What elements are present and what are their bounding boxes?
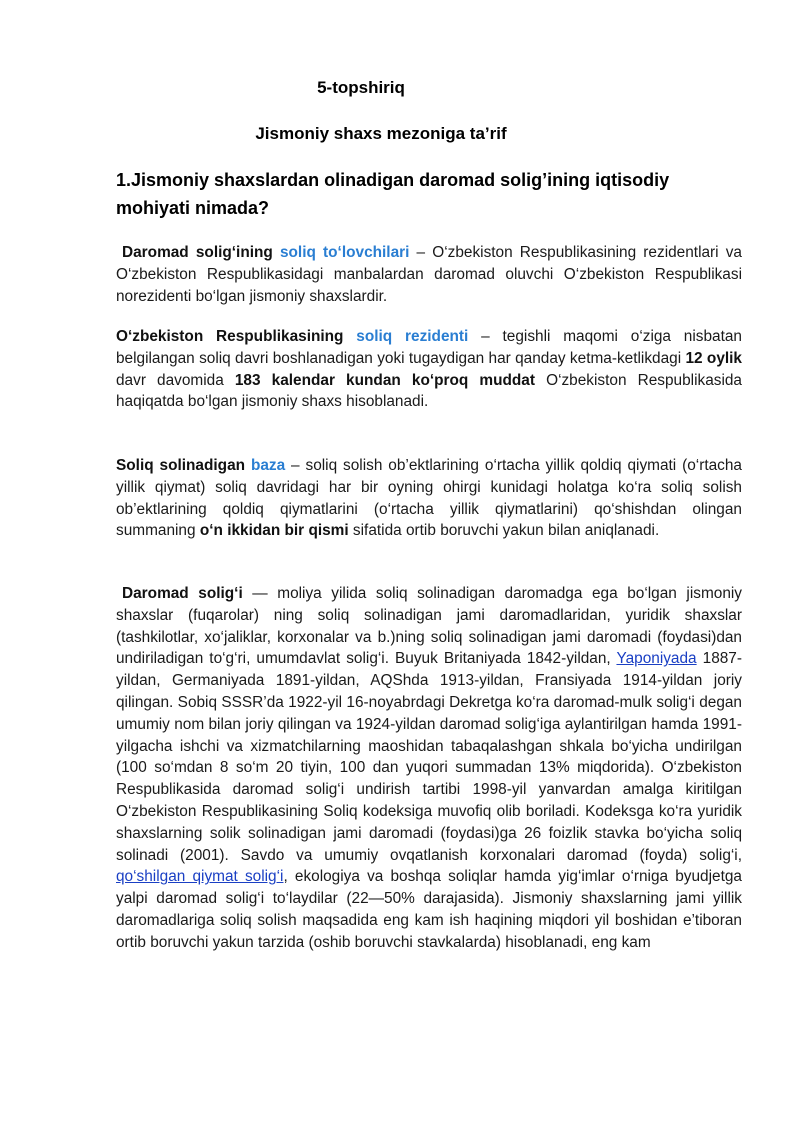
p2-text-2: davr davomida: [116, 371, 235, 389]
p1-term: soliq to‘lovchilari: [279, 244, 410, 261]
page-title: 5-topshiriq: [317, 78, 405, 97]
p4-text-2: 1887-yildan, Germaniyada 1891-yildan, AQShda 1913-yildan, Fransiyada 1914-yildan joriy qilingan. Sobiq SSSR’da 1922-yil 16-noyabrdagi Dekretga ko‘ra daromad-mulk solig‘i degan umumiy nom bilan joriy qilingan va 1924-yildan daromad solig‘iga aylantirilgan hamda 1991-yilgacha ishchi va xizmatchilarning maoshidan tabaqalashgan shkala bo‘yicha undirilgan (100 so‘mdan 8 so‘m 20 tiyin, 100 dan yuqori summadan 13% miqdorida). O‘zbekiston Respublikasida daromad solig‘i undirish tartibi 1998-yil yanvardan amalga kiritilgan O‘zbekiston Respublikasining Soliq kodeksiga muvofiq olib boriladi. Kodeksga ko‘ra yuridik shaxslarning solik solinadigan jami daromadi (foydasi)ga 26 foizlik stavka bo‘yicha soliq solinadi (2001). Savdo va umumiy ovqatlanish korxonalari daromad (foyda) solig‘i,: [116, 650, 742, 864]
paragraph-income-tax: [116, 583, 742, 954]
p1-text: – O‘zbekiston Respublikasining rezidentlari va O‘zbekiston Respublikasidagi manbalardan daromad oluvchi O‘zbekiston Respublikasi norezidenti bo‘lgan jismoniy shaxslardir.: [116, 244, 742, 305]
p1-lead: Daromad solig‘ining: [122, 244, 273, 261]
link-vat[interactable]: qo‘shilgan qiymat solig‘i: [116, 868, 284, 886]
p3-text-1: – soliq solish ob’ektlarining o‘rtacha yillik qoldiq qiymati (o‘rtacha yillik qiymat) soliq davridagi har bir oyning ohirgi kunidagi holatga ko‘ra soliq solish ob’ektlarining qoldiq qiymatlarini (o‘rtacha yillik qiymatlarini) qo‘shishdan olingan summaning: [116, 457, 742, 540]
p4-lead: Daromad solig‘i: [122, 585, 243, 602]
p2-term: soliq rezidenti: [356, 328, 469, 345]
page-subtitle: Jismoniy shaxs mezoniga ta’rif: [255, 124, 507, 143]
p3-lead: Soliq solinadigan: [116, 457, 246, 474]
p3-text-2: sifatida ortib boruvchi yakun bilan aniqlanadi.: [348, 522, 660, 540]
p2-lead: O‘zbekiston Respublikasining: [116, 328, 344, 345]
p4-text-3: , ekologiya va boshqa soliqlar hamda yig‘imlar o‘rniga byudjetga yalpi daromad solig‘i to‘laydilar (22—50% darajasida). Jismoniy shaxslarning jami yillik daromadlariga soliq solish maqsadida eng kam ish haqining miqdori yil boshidan e’tiboran ortib boruvchi yakun tarzida (oshib boruvchi stavkalarda) hisoblanadi, eng kam: [116, 868, 742, 951]
p3-bold-1: o‘n ikkidan bir qismi: [199, 522, 349, 540]
link-yaponiyada[interactable]: Yaponiyada: [616, 650, 697, 668]
p2-bold-1: 12 oylik: [685, 349, 742, 367]
question-heading: 1.Jismoniy shaxslardan olinadigan daromad solig’ining iqtisodiy mohiyati nimada?: [116, 170, 670, 218]
paragraph-tax-resident: [116, 326, 742, 413]
p2-text-3: O‘zbekiston Respublikasida haqiqatda bo‘lgan jismoniy shaxs hisoblanadi.: [116, 371, 742, 411]
paragraph-tax-base: [116, 455, 742, 542]
p2-bold-2: 183 kalendar kundan ko‘proq muddat: [234, 371, 535, 389]
p4-text-1: — moliya yilida soliq solinadigan daromadga ega bo‘lgan jismoniy shaxslar (fuqarolar) ning soliq solinadigan jami daromadlaridan, yuridik shaxslar (tashkilotlar, xo‘jaliklar, korxonalar va b.)ning soliq solinadigan jami daromadi (foydasi)dan undiriladigan to‘g‘ri, umumdavlat solig‘i. Buyuk Britaniyada 1842-yildan,: [116, 585, 743, 668]
p3-term: baza: [250, 457, 286, 474]
p2-text-1: – tegishli maqomi o‘ziga nisbatan belgilangan soliq davri boshlanadigan yoki tugaydigan har qanday ketma-ketlikdagi: [116, 328, 742, 367]
paragraph-taxpayers: [116, 242, 742, 307]
